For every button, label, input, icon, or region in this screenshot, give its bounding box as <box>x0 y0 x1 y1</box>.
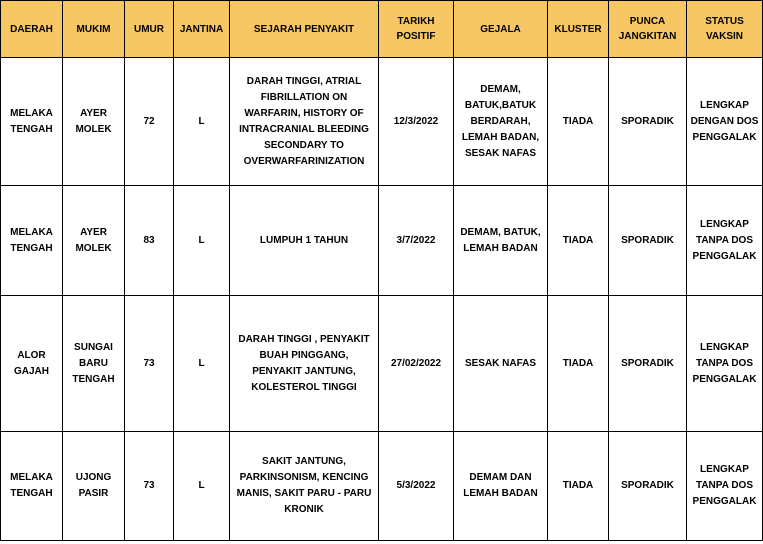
cell-kluster: TIADA <box>548 432 609 541</box>
cell-status-vaksin: LENGKAP TANPA DOS PENGGALAK <box>687 296 763 432</box>
cell-tarikh-positif: 5/3/2022 <box>379 432 454 541</box>
table-row <box>1 186 763 296</box>
cell-daerah: MELAKA TENGAH <box>1 432 63 541</box>
cell-status-vaksin: LENGKAP TANPA DOS PENGGALAK <box>687 432 763 541</box>
cell-daerah: MELAKA TENGAH <box>1 58 63 186</box>
cell-status-vaksin: LENGKAP DENGAN DOS PENGGALAK <box>687 58 763 186</box>
header-umur: UMUR <box>125 1 174 58</box>
cell-sejarah-penyakit: DARAH TINGGI , PENYAKIT BUAH PINGGANG, PENYAKIT JANTUNG, KOLESTEROL TINGGI <box>230 296 379 432</box>
cell-sejarah-penyakit: DARAH TINGGI, ATRIAL FIBRILLATION ON WARFARIN, HISTORY OF INTRACRANIAL BLEEDING SECONDARY TO OVERWARFARINIZATION <box>230 58 379 186</box>
table-row <box>1 432 763 541</box>
cell-jantina: L <box>174 296 230 432</box>
cell-umur: 73 <box>125 296 174 432</box>
header-kluster: KLUSTER <box>548 1 609 58</box>
cell-punca-jangkitan: SPORADIK <box>609 186 687 296</box>
header-status-vaksin: STATUS VAKSIN <box>687 1 763 58</box>
header-row <box>1 1 763 58</box>
cell-punca-jangkitan: SPORADIK <box>609 296 687 432</box>
table-row <box>1 296 763 432</box>
cell-status-vaksin: LENGKAP TANPA DOS PENGGALAK <box>687 186 763 296</box>
cell-jantina: L <box>174 186 230 296</box>
cell-umur: 72 <box>125 58 174 186</box>
cell-daerah: MELAKA TENGAH <box>1 186 63 296</box>
cell-mukim: AYER MOLEK <box>63 58 125 186</box>
cell-sejarah-penyakit: SAKIT JANTUNG, PARKINSONISM, KENCING MANIS, SAKIT PARU - PARU KRONIK <box>230 432 379 541</box>
cell-jantina: L <box>174 58 230 186</box>
cell-jantina: L <box>174 432 230 541</box>
header-mukim: MUKIM <box>63 1 125 58</box>
header-daerah: DAERAH <box>1 1 63 58</box>
cell-punca-jangkitan: SPORADIK <box>609 58 687 186</box>
cell-kluster: TIADA <box>548 58 609 186</box>
header-sejarah-penyakit: SEJARAH PENYAKIT <box>230 1 379 58</box>
cell-kluster: TIADA <box>548 296 609 432</box>
cell-kluster: TIADA <box>548 186 609 296</box>
header-punca-jangkitan: PUNCA JANGKITAN <box>609 1 687 58</box>
cell-umur: 83 <box>125 186 174 296</box>
cell-gejala: DEMAM, BATUK, LEMAH BADAN <box>454 186 548 296</box>
cell-gejala: DEMAM DAN LEMAH BADAN <box>454 432 548 541</box>
cell-mukim: AYER MOLEK <box>63 186 125 296</box>
header-tarikh-positif: TARIKH POSITIF <box>379 1 454 58</box>
cell-tarikh-positif: 27/02/2022 <box>379 296 454 432</box>
cell-gejala: SESAK NAFAS <box>454 296 548 432</box>
header-gejala: GEJALA <box>454 1 548 58</box>
cell-mukim: UJONG PASIR <box>63 432 125 541</box>
cell-mukim: SUNGAI BARU TENGAH <box>63 296 125 432</box>
cell-gejala: DEMAM, BATUK,BATUK BERDARAH, LEMAH BADAN, SESAK NAFAS <box>454 58 548 186</box>
header-jantina: JANTINA <box>174 1 230 58</box>
cell-tarikh-positif: 12/3/2022 <box>379 58 454 186</box>
table-row <box>1 58 763 186</box>
cell-umur: 73 <box>125 432 174 541</box>
cell-tarikh-positif: 3/7/2022 <box>379 186 454 296</box>
cell-punca-jangkitan: SPORADIK <box>609 432 687 541</box>
cell-daerah: ALOR GAJAH <box>1 296 63 432</box>
cell-sejarah-penyakit: LUMPUH 1 TAHUN <box>230 186 379 296</box>
